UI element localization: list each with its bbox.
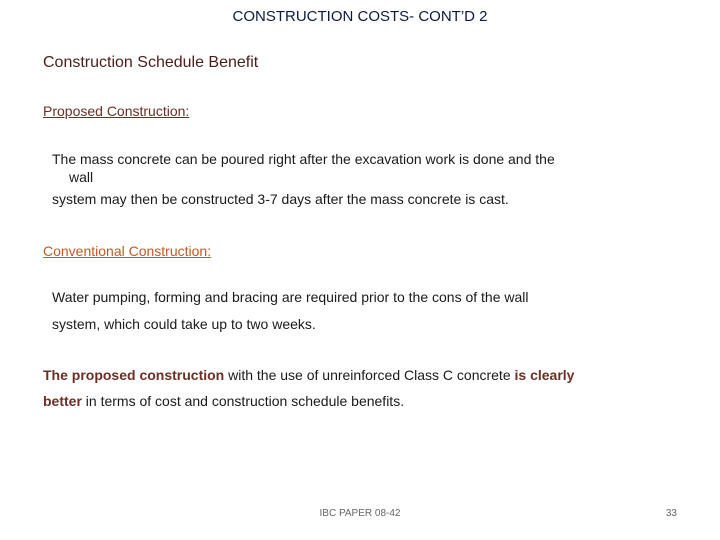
paragraph-line: The mass concrete can be poured right after the excavation work is done and the <box>52 151 555 167</box>
paragraph-line: wall <box>69 169 94 185</box>
conclusion-paragraph <box>43 362 683 414</box>
paragraph-line: system, which could take up to two weeks. <box>52 316 316 332</box>
conclusion-line <box>43 362 683 388</box>
conventional-construction-paragraph <box>52 284 672 338</box>
conclusion-line <box>43 388 683 414</box>
proposed-construction-paragraph <box>52 146 672 212</box>
page-number: 33 <box>665 508 677 519</box>
conventional-construction-heading: Conventional Construction: <box>43 243 212 259</box>
conclusion-emphasis: is clearly <box>514 367 575 383</box>
conclusion-emphasis: The proposed construction <box>43 367 225 383</box>
conclusion-emphasis: better <box>43 393 82 409</box>
slide-subtitle: Construction Schedule Benefit <box>43 54 259 71</box>
conclusion-text: in terms of cost and construction schedule benefits. <box>81 393 405 409</box>
paragraph-line: system may then be constructed 3-7 days after the mass concrete is cast. <box>52 191 509 207</box>
slide-title: CONSTRUCTION COSTS- CONT’D 2 <box>232 8 488 25</box>
conclusion-text: with the use of unreinforced Class C concrete <box>224 367 515 383</box>
proposed-construction-heading: Proposed Construction: <box>43 103 190 119</box>
footer-text: IBC PAPER 08-42 <box>319 508 401 519</box>
paragraph-line: Water pumping, forming and bracing are required prior to the cons of the wall <box>52 289 529 305</box>
